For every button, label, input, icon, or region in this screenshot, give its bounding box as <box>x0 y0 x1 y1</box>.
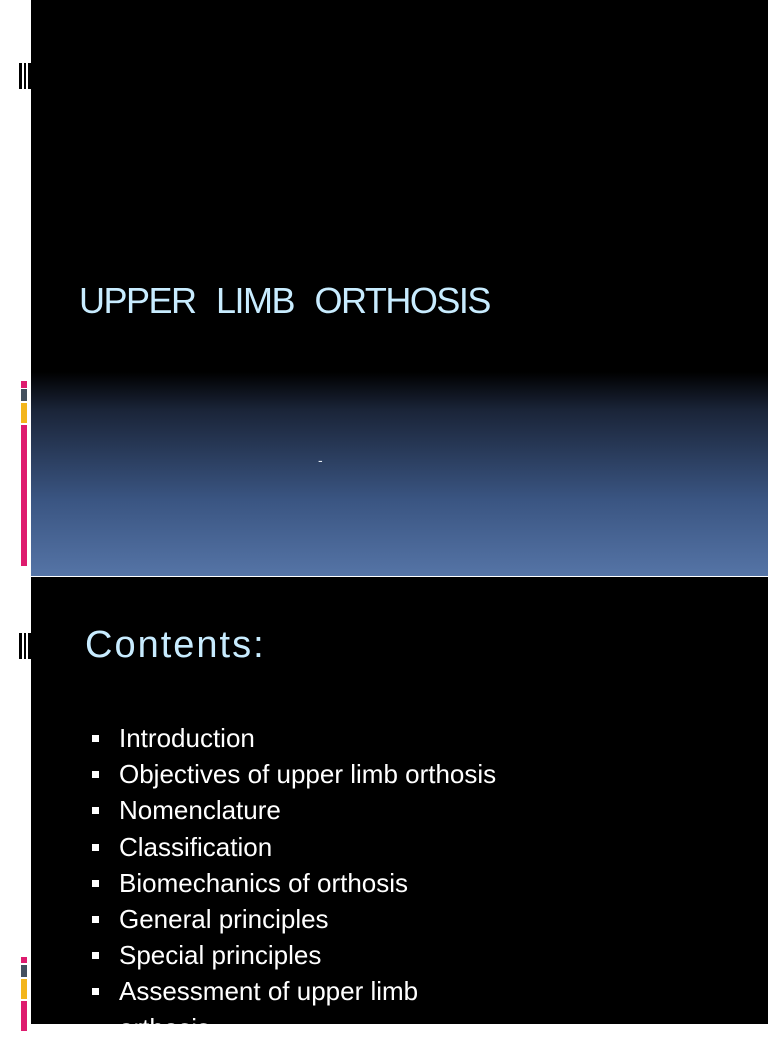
slide-left-margin <box>0 577 31 1024</box>
accent-bar-gray <box>21 389 27 401</box>
list-item: Nomenclature <box>90 792 496 828</box>
list-item: Special principles <box>90 937 496 973</box>
accent-bar-pink <box>21 1001 27 1031</box>
list-item: Assessment of upper limb <box>90 973 496 1009</box>
contents-slide <box>0 577 768 1043</box>
accent-bar-yellow <box>21 979 27 999</box>
contents-heading: Contents: <box>85 624 266 666</box>
accent-bar-gray <box>21 965 27 977</box>
vertical-bars-ornament <box>19 633 31 659</box>
list-item: Classification <box>90 829 496 865</box>
list-item: Objectives of upper limb orthosis <box>90 756 496 792</box>
slide-subtitle: - <box>318 452 323 468</box>
contents-list <box>90 720 496 1046</box>
slide-title: UPPER LIMB ORTHOSIS <box>79 280 490 321</box>
list-item: orthosis <box>119 1012 211 1043</box>
accent-bar-pink-top <box>21 381 27 388</box>
list-item: Biomechanics of orthosis <box>90 865 496 901</box>
accent-bar-yellow <box>21 403 27 423</box>
accent-bar-pink <box>21 425 27 566</box>
list-item: Introduction <box>90 720 496 756</box>
slide-left-margin <box>0 0 31 576</box>
vertical-bars-ornament <box>19 63 31 89</box>
list-item: General principles <box>90 901 496 937</box>
accent-bar-pink-top <box>21 957 27 963</box>
